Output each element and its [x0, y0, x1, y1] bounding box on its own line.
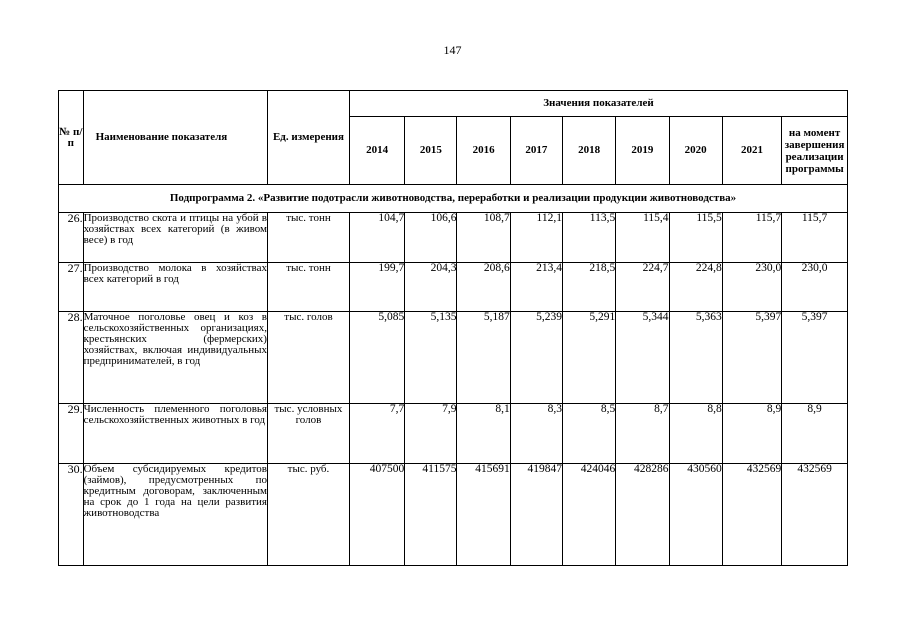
table-row [59, 263, 848, 312]
row-value: 419847 [510, 464, 562, 566]
row-value: 199,7 [349, 263, 404, 312]
row-value: 224,8 [669, 263, 722, 312]
header-unit: Ед. измерения [267, 91, 349, 185]
row-name: Маточное поголовье овец и коз в сельскохозяйственных организациях, крестьянских (фермерских) хозяйствах, включая индивидуальных предпринимателей, в год [83, 312, 267, 404]
row-unit: тыс. голов [267, 312, 349, 404]
row-value: 106,6 [405, 213, 457, 263]
row-num: 30. [59, 464, 84, 566]
row-value: 430560 [669, 464, 722, 566]
row-value: 428286 [616, 464, 669, 566]
row-value: 5,363 [669, 312, 722, 404]
header-year: 2016 [457, 117, 510, 185]
table-row [59, 312, 848, 404]
header-final: на момент завершения реализации программы [782, 117, 848, 185]
row-name: Объем субсидируемых кредитов (займов), предусмотренных по кредитным договорам, заключенным на срок до 1 года на цели развития животноводства [83, 464, 267, 566]
row-name: Численность племенного поголовья сельскохозяйственных животных в год [83, 404, 267, 464]
row-value: 5,135 [405, 312, 457, 404]
row-num: 29. [59, 404, 84, 464]
row-value: 5,397 [722, 312, 781, 404]
row-name: Производство молока в хозяйствах всех категорий в год [83, 263, 267, 312]
header-year: 2020 [669, 117, 722, 185]
row-value: 8,5 [562, 404, 615, 464]
header-year: 2021 [722, 117, 781, 185]
header-year: 2018 [562, 117, 615, 185]
row-value: 432569 [722, 464, 781, 566]
row-value: 104,7 [349, 213, 404, 263]
row-value: 8,9 [722, 404, 781, 464]
row-num: 28. [59, 312, 84, 404]
header-values-group: Значения показателей [349, 91, 847, 117]
row-value: 407500 [349, 464, 404, 566]
header-year: 2019 [616, 117, 669, 185]
row-value: 208,6 [457, 263, 510, 312]
table-row [59, 213, 848, 263]
row-value: 424046 [562, 464, 615, 566]
row-final: 432569 [782, 464, 848, 566]
row-value: 8,3 [510, 404, 562, 464]
row-value: 5,085 [349, 312, 404, 404]
row-value: 115,4 [616, 213, 669, 263]
row-value: 115,5 [669, 213, 722, 263]
row-value: 204,3 [405, 263, 457, 312]
row-value: 224,7 [616, 263, 669, 312]
header-year: 2017 [510, 117, 562, 185]
row-num: 26. [59, 213, 84, 263]
row-unit: тыс. условных голов [267, 404, 349, 464]
row-value: 8,7 [616, 404, 669, 464]
row-final: 8,9 [782, 404, 848, 464]
row-name: Производство скота и птицы на убой в хозяйствах всех категорий (в живом весе) в год [83, 213, 267, 263]
header-num: № п/п [59, 91, 84, 185]
table-row [59, 404, 848, 464]
row-value: 415691 [457, 464, 510, 566]
row-value: 8,1 [457, 404, 510, 464]
row-value: 5,187 [457, 312, 510, 404]
row-value: 115,7 [722, 213, 781, 263]
row-final: 5,397 [782, 312, 848, 404]
table-row [59, 464, 848, 566]
row-value: 7,7 [349, 404, 404, 464]
row-final: 230,0 [782, 263, 848, 312]
row-num: 27. [59, 263, 84, 312]
row-value: 108,7 [457, 213, 510, 263]
row-value: 7,9 [405, 404, 457, 464]
page-number: 147 [443, 43, 462, 57]
header-year: 2015 [405, 117, 457, 185]
row-value: 213,4 [510, 263, 562, 312]
row-value: 5,344 [616, 312, 669, 404]
row-value: 5,291 [562, 312, 615, 404]
subprogram-title: Подпрограмма 2. «Развитие подотрасли животноводства, переработки и реализации продукции животноводства» [59, 185, 848, 213]
row-value: 113,5 [562, 213, 615, 263]
row-value: 112,1 [510, 213, 562, 263]
row-value: 218,5 [562, 263, 615, 312]
row-value: 411575 [405, 464, 457, 566]
row-value: 5,239 [510, 312, 562, 404]
header-name: Наименование показателя [83, 91, 267, 185]
header-year: 2014 [349, 117, 404, 185]
row-unit: тыс. тонн [267, 213, 349, 263]
row-unit: тыс. тонн [267, 263, 349, 312]
row-value: 230,0 [722, 263, 781, 312]
row-unit: тыс. руб. [267, 464, 349, 566]
indicators-table [58, 90, 848, 566]
row-final: 115,7 [782, 213, 848, 263]
row-value: 8,8 [669, 404, 722, 464]
